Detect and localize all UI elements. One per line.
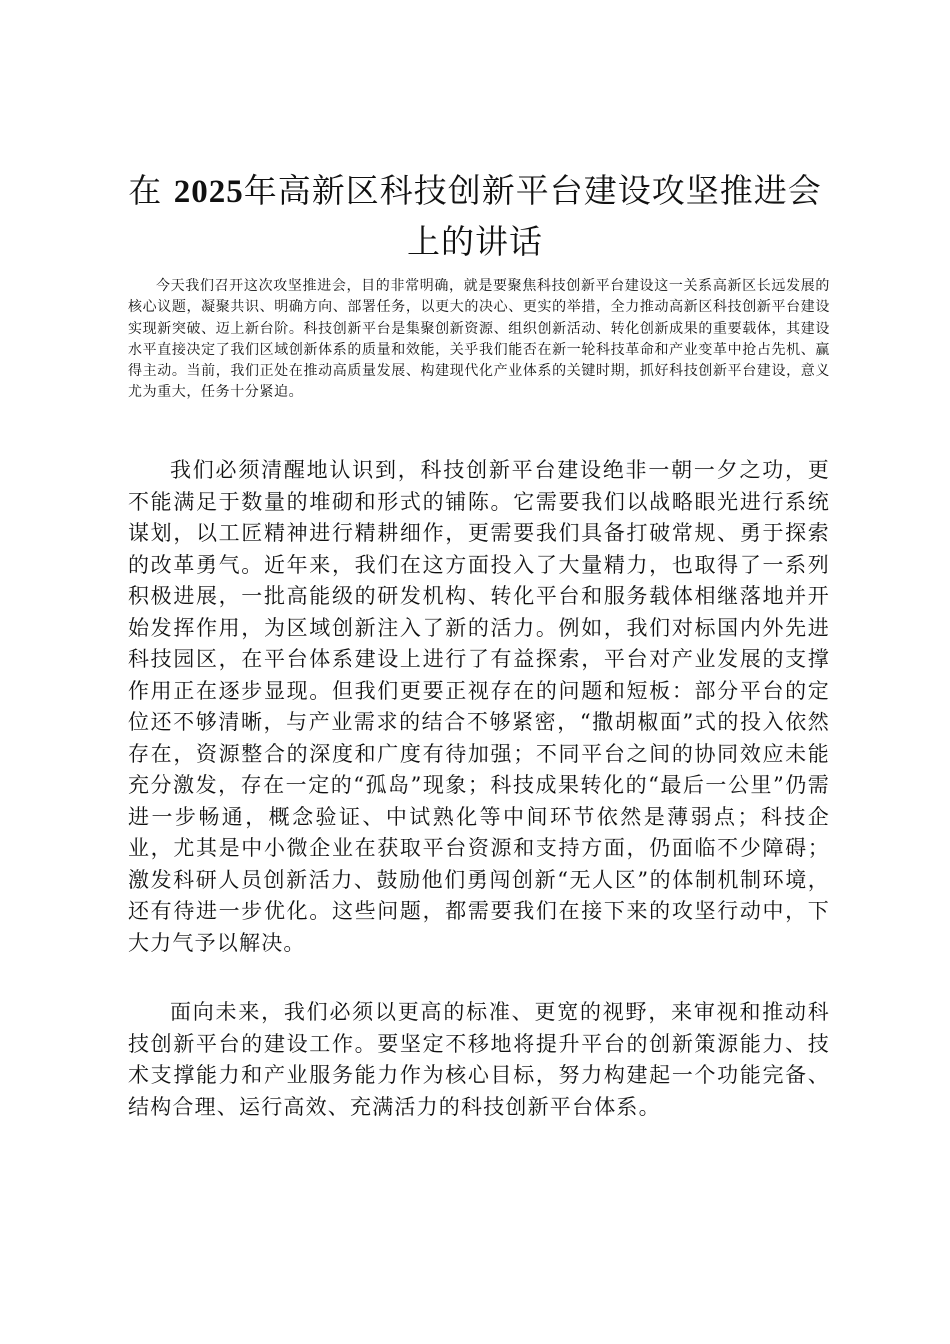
title-year: 2025 [173,174,244,210]
title-suffix: 年高新区科技创新平台建设攻坚推进会上的讲话 [243,171,822,261]
document-title [120,166,830,267]
body-paragraph-2: 面向未来，我们必须以更高的标准、更宽的视野，来审视和推动科技创新平台的建设工作。要坚定不移地将提升平台的创新策源能力、技术支撑能力和产业服务能力作为核心目标，努力构建起一个功能完备、结构合理、运行高效、充满活力的科技创新平台体系。 [128,1000,830,1119]
title-prefix: 在 [128,171,174,210]
intro-paragraph: 今天我们召开这次攻坚推进会，目的非常明确，就是要聚焦科技创新平台建设这一关系高新区长远发展的核心议题，凝聚共识、明确方向、部署任务，以更大的决心、更实的举措，全力推动高新区科技创新平台建设实现新突破、迈上新台阶。科技创新平台是集聚创新资源、组织创新活动、转化创新成果的重要载体，其建设水平直接决定了我们区域创新体系的质量和效能，关乎我们能否在新一轮科技革命和产业变革中抢占先机、赢得主动。当前，我们正处在推动高质量发展、构建现代化产业体系的关键时期，抓好科技创新平台建设，意义尤为重大，任务十分紧迫。 [128,278,830,401]
body-paragraph-1: 我们必须清醒地认识到，科技创新平台建设绝非一朝一夕之功，更不能满足于数量的堆砌和形式的铺陈。它需要我们以战略眼光进行系统谋划，以工匠精神进行精耕细作，更需要我们具备打破常规、勇于探索的改革勇气。近年来，我们在这方面投入了大量精力，也取得了一系列积极进展，一批高能级的研发机构、转化平台和服务载体相继落地并开始发挥作用，为区域创新注入了新的活力。例如，我们对标国内外先进科技园区，在平台体系建设上进行了有益探索，平台对产业发展的支撑作用正在逐步显现。但我们更要正视存在的问题和短板：部分平台的定位还不够清晰，与产业需求的结合不够紧密，“撒胡椒面”式的投入依然存在，资源整合的深度和广度有待加强；不同平台之间的协同效应未能充分激发，存在一定的“孤岛”现象；科技成果转化的“最后一公里”仍需进一步畅通，概念验证、中试熟化等中间环节依然是薄弱点；科技企业，尤其是中小微企业在获取平台资源和支持方面，仍面临不少障碍；激发科研人员创新活力、鼓励他们勇闯创新“无人区”的体制机制环境，还有待进一步优化。这些问题，都需要我们在接下来的攻坚行动中，下大力气予以解决。 [128,458,830,955]
